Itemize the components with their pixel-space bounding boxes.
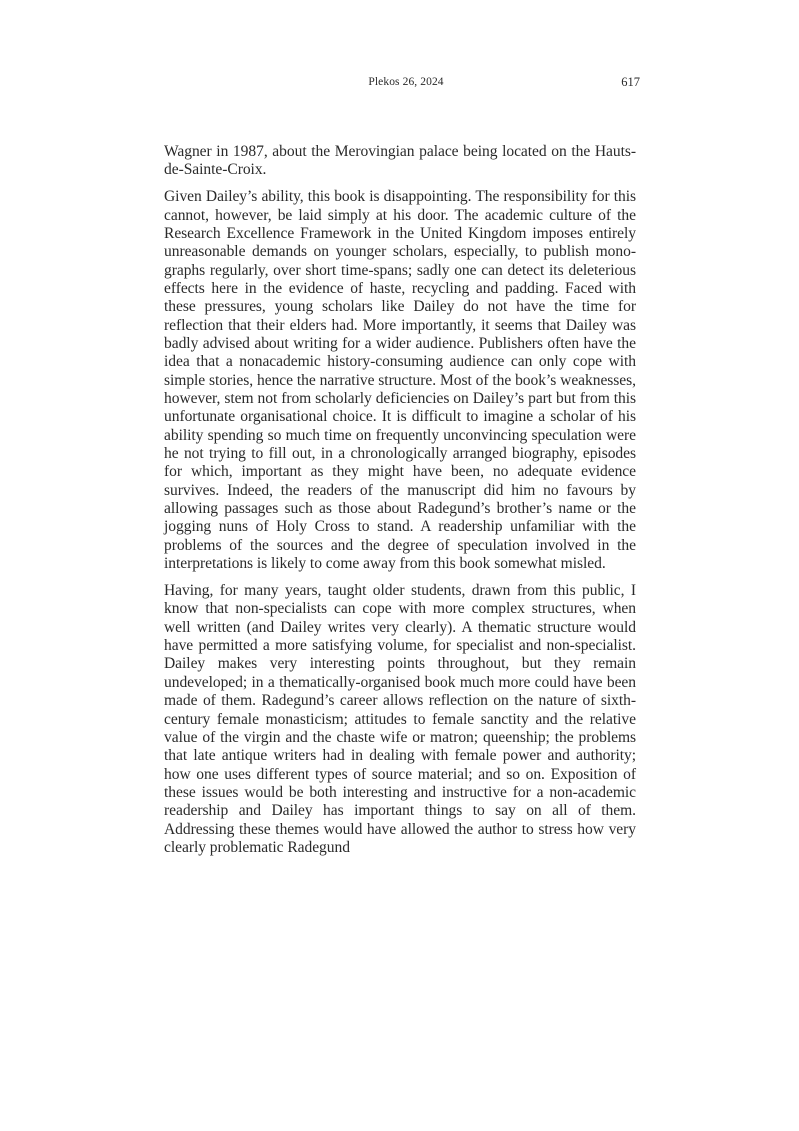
page-number: 617 [621, 75, 640, 89]
running-head [0, 76, 799, 92]
article-body [164, 143, 636, 866]
paragraph-critique: Given Dailey’s ability, this book is disappointing. The responsibility for this cannot, however, be laid simply at his door. The academic culture of the Research Excellence Framework in the United Kingdom imposes entirely unreasonable demands on younger scholars, especially, to publish monographs regularly, over short time-spans; sadly one can detect its deleterious effects here in the evidence of haste, recycling and padding. Faced with these pressures, young scholars like Dailey do not have the time for reflection that their elders had. More importantly, it seems that Dailey was badly advised about writing for a wider audience. Publishers often have the idea that a nonacademic history-consuming audience can only cope with simple stories, hence the narrative structure. Most of the book’s weaknesses, however, stem not from scholarly deficiencies on Dailey’s part but from this unfortunate organisational choice. It is difficult to imagine a scholar of his ability spending so much time on frequently unconvincing speculation were he not trying to fill out, in a chronologically arranged biography, episodes for which, important as they might have been, no adequate evidence survives. Indeed, the readers of the manuscript did him no favours by allowing passages such as those about Radegund’s brother’s name or the jogging nuns of Holy Cross to stand. A readership unfamiliar with the problems of the sources and the degree of speculation involved in the interpretations is likely to come away from this book somewhat misled. [164, 188, 636, 573]
paragraph-continuation: Wagner in 1987, about the Merovingian palace being located on the Hauts-de-Sainte-Croix. [164, 143, 636, 179]
journal-title: Plekos 26, 2024 [368, 76, 444, 88]
paragraph-thematic-structure: Having, for many years, taught older students, drawn from this public, I know that non-specialists can cope with more complex structures, when well written (and Dailey writes very clearly). A thematic structure would have permitted a more satisfying volume, for specialist and non-specialist. Dailey makes very interesting points throughout, but they remain undeveloped; in a thematically-organised book much more could have been made of them. Radegund’s career allows reflection on the nature of sixth-century female monasticism; attitudes to female sanctity and the relative value of the virgin and the chaste wife or matron; queenship; the problems that late antique writers had in dealing with female power and authority; how one uses different types of source material; and so on. Exposition of these issues would be both interesting and instructive for a non-academic readership and Dailey has important things to say on all of them. Addressing these themes would have allowed the author to stress how very clearly problematic Radegund [164, 582, 636, 856]
